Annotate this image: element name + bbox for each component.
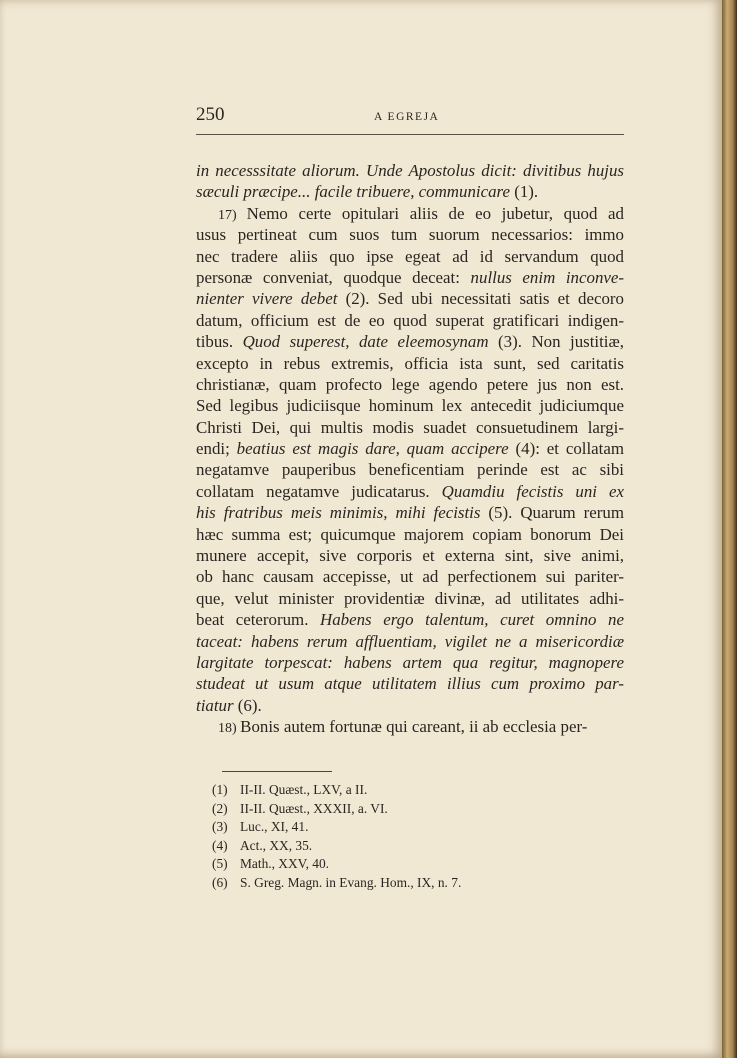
footnote-text: Act., XX, 35. — [240, 837, 313, 853]
text-run: negatamve pauperibus beneficentiam perinde est ac sibi — [196, 460, 624, 480]
text-run: (4): et collatam — [515, 439, 624, 459]
text-line — [196, 331, 624, 352]
footnote-text: II-II. Quæst., XXXII, a. VI. — [240, 800, 388, 816]
italic-text: in necesssitate aliorum. Unde Apostolus dicit: divitibus hujus — [196, 161, 624, 180]
footnote-number: (1) — [212, 782, 228, 797]
text-run: ob hanc causam accepisse, ut ad perfectionem sui pariter- — [196, 567, 624, 587]
italic-text: his fratribus meis minimis, mihi fecistis — [196, 503, 489, 523]
paragraph-number: 17) — [218, 207, 247, 223]
text-line — [196, 481, 624, 502]
page-header — [196, 104, 624, 135]
text-run: beat ceterorum. — [196, 610, 321, 630]
text-line — [196, 353, 624, 374]
text-run: munere accepit, sive corporis et externa sint, sive animi, — [196, 546, 624, 566]
text-line — [196, 310, 624, 331]
text-line — [196, 631, 624, 652]
footnote-text: II-II. Quæst., LXV, a II. — [240, 782, 368, 797]
text-line — [196, 417, 624, 438]
footnote — [212, 800, 632, 819]
footnote — [212, 874, 632, 893]
text-run: datum, officium est de eo quod superat gratificari indigen- — [196, 310, 624, 330]
italic-text: sæculi præcipe... facile tribuere, communicare — [196, 182, 515, 202]
text-line — [196, 267, 624, 288]
text-line — [196, 566, 624, 587]
text-run: excepto in rebus extremis, officia ista sunt, sed caritatis — [196, 353, 624, 373]
text-line — [196, 395, 624, 416]
text-line — [196, 502, 624, 523]
footnote-number: (3) — [212, 819, 228, 835]
text-run: hæc summa est; quicumque majorem copiam bonorum Dei — [196, 524, 624, 544]
text-line — [196, 246, 624, 267]
text-run: (6). — [237, 695, 262, 715]
italic-text: Quamdiu fecistis uni ex — [441, 481, 624, 501]
text-run: usus pertineat cum suos tum suorum necessarios: immo — [196, 225, 624, 245]
italic-text: tiatur — [196, 695, 238, 715]
italic-text: Quod superest, date eleemosynam — [242, 332, 499, 352]
text-line — [196, 374, 624, 395]
text-line — [196, 160, 624, 181]
text-run: Bonis autem fortunæ qui careant, ii ab ecclesia per- — [240, 717, 588, 737]
text-line — [196, 203, 624, 224]
text-line — [196, 181, 624, 202]
footnote-text: Luc., XI, 41. — [240, 819, 309, 835]
page-number: 250 — [196, 104, 225, 125]
footnote-text: S. Greg. Magn. in Evang. Hom., IX, n. 7. — [240, 874, 462, 890]
text-run: collatam negatamve judicatarus. — [196, 481, 442, 501]
footnote — [212, 781, 632, 800]
text-run: Nemo certe opitulari aliis de eo jubetur, quod ad — [246, 203, 624, 223]
italic-text: studeat ut usum atque utilitatem illius cum proximo par- — [196, 674, 624, 694]
footnote-text: Math., XXV, 40. — [240, 856, 330, 872]
book-binding — [722, 0, 737, 1058]
text-line — [196, 609, 624, 630]
footnote — [212, 855, 632, 874]
text-line — [196, 716, 624, 737]
body-text — [196, 160, 624, 738]
text-run: Christi Dei, qui multis modis suadet consuetudinem largi- — [196, 417, 624, 437]
text-line — [196, 459, 624, 480]
text-line — [196, 545, 624, 566]
italic-text: nienter vivere debet — [196, 289, 346, 309]
italic-text: taceat: habens rerum affluentiam, vigilet ne a misericordiæ — [196, 631, 624, 651]
running-title: A EGREJA — [374, 111, 440, 123]
italic-text: Habens ergo talentum, curet omnino ne — [320, 610, 625, 630]
text-run: (1). — [514, 182, 539, 202]
italic-text: largitate torpescat: habens artem qua regitur, magnopere — [196, 652, 624, 672]
text-line — [196, 524, 624, 545]
text-run: endi; — [196, 439, 237, 459]
text-run: tibus. — [196, 332, 243, 352]
footnote-number: (4) — [212, 837, 228, 853]
footnote-number: (6) — [212, 874, 228, 890]
text-run: (3). Non justitiæ, — [498, 332, 624, 352]
paragraph-number: 18) — [218, 721, 241, 737]
text-line — [196, 588, 624, 609]
footnote — [212, 837, 632, 856]
text-line — [196, 695, 624, 716]
footnote-divider — [222, 771, 332, 772]
footnote — [212, 818, 632, 837]
text-run: nec tradere aliis quo ipse egeat ad id servandum quod — [196, 246, 624, 266]
footnote-number: (5) — [212, 856, 228, 872]
text-line — [196, 673, 624, 694]
text-run: personæ conveniat, quodque deceat: — [196, 267, 471, 287]
text-run: que, velut minister providentiæ divinæ, ad utilitates adhi- — [196, 588, 624, 608]
italic-text: nullus enim inconve- — [470, 267, 625, 287]
text-run: Sed legibus judiciisque hominum lex antecedit judiciumque — [196, 396, 624, 416]
text-line — [196, 438, 624, 459]
italic-text: beatius est magis dare, quam accipere — [236, 439, 516, 459]
footnotes — [212, 781, 632, 893]
text-run: (5). Quarum rerum — [488, 503, 625, 523]
text-line — [196, 652, 624, 673]
text-line — [196, 224, 624, 245]
text-run: (2). Sed ubi necessitati satis et decoro — [345, 289, 624, 309]
text-line — [196, 288, 624, 309]
text-run: christianæ, quam profecto lege agendo petere jus non est. — [196, 374, 624, 394]
footnote-number: (2) — [212, 800, 228, 816]
